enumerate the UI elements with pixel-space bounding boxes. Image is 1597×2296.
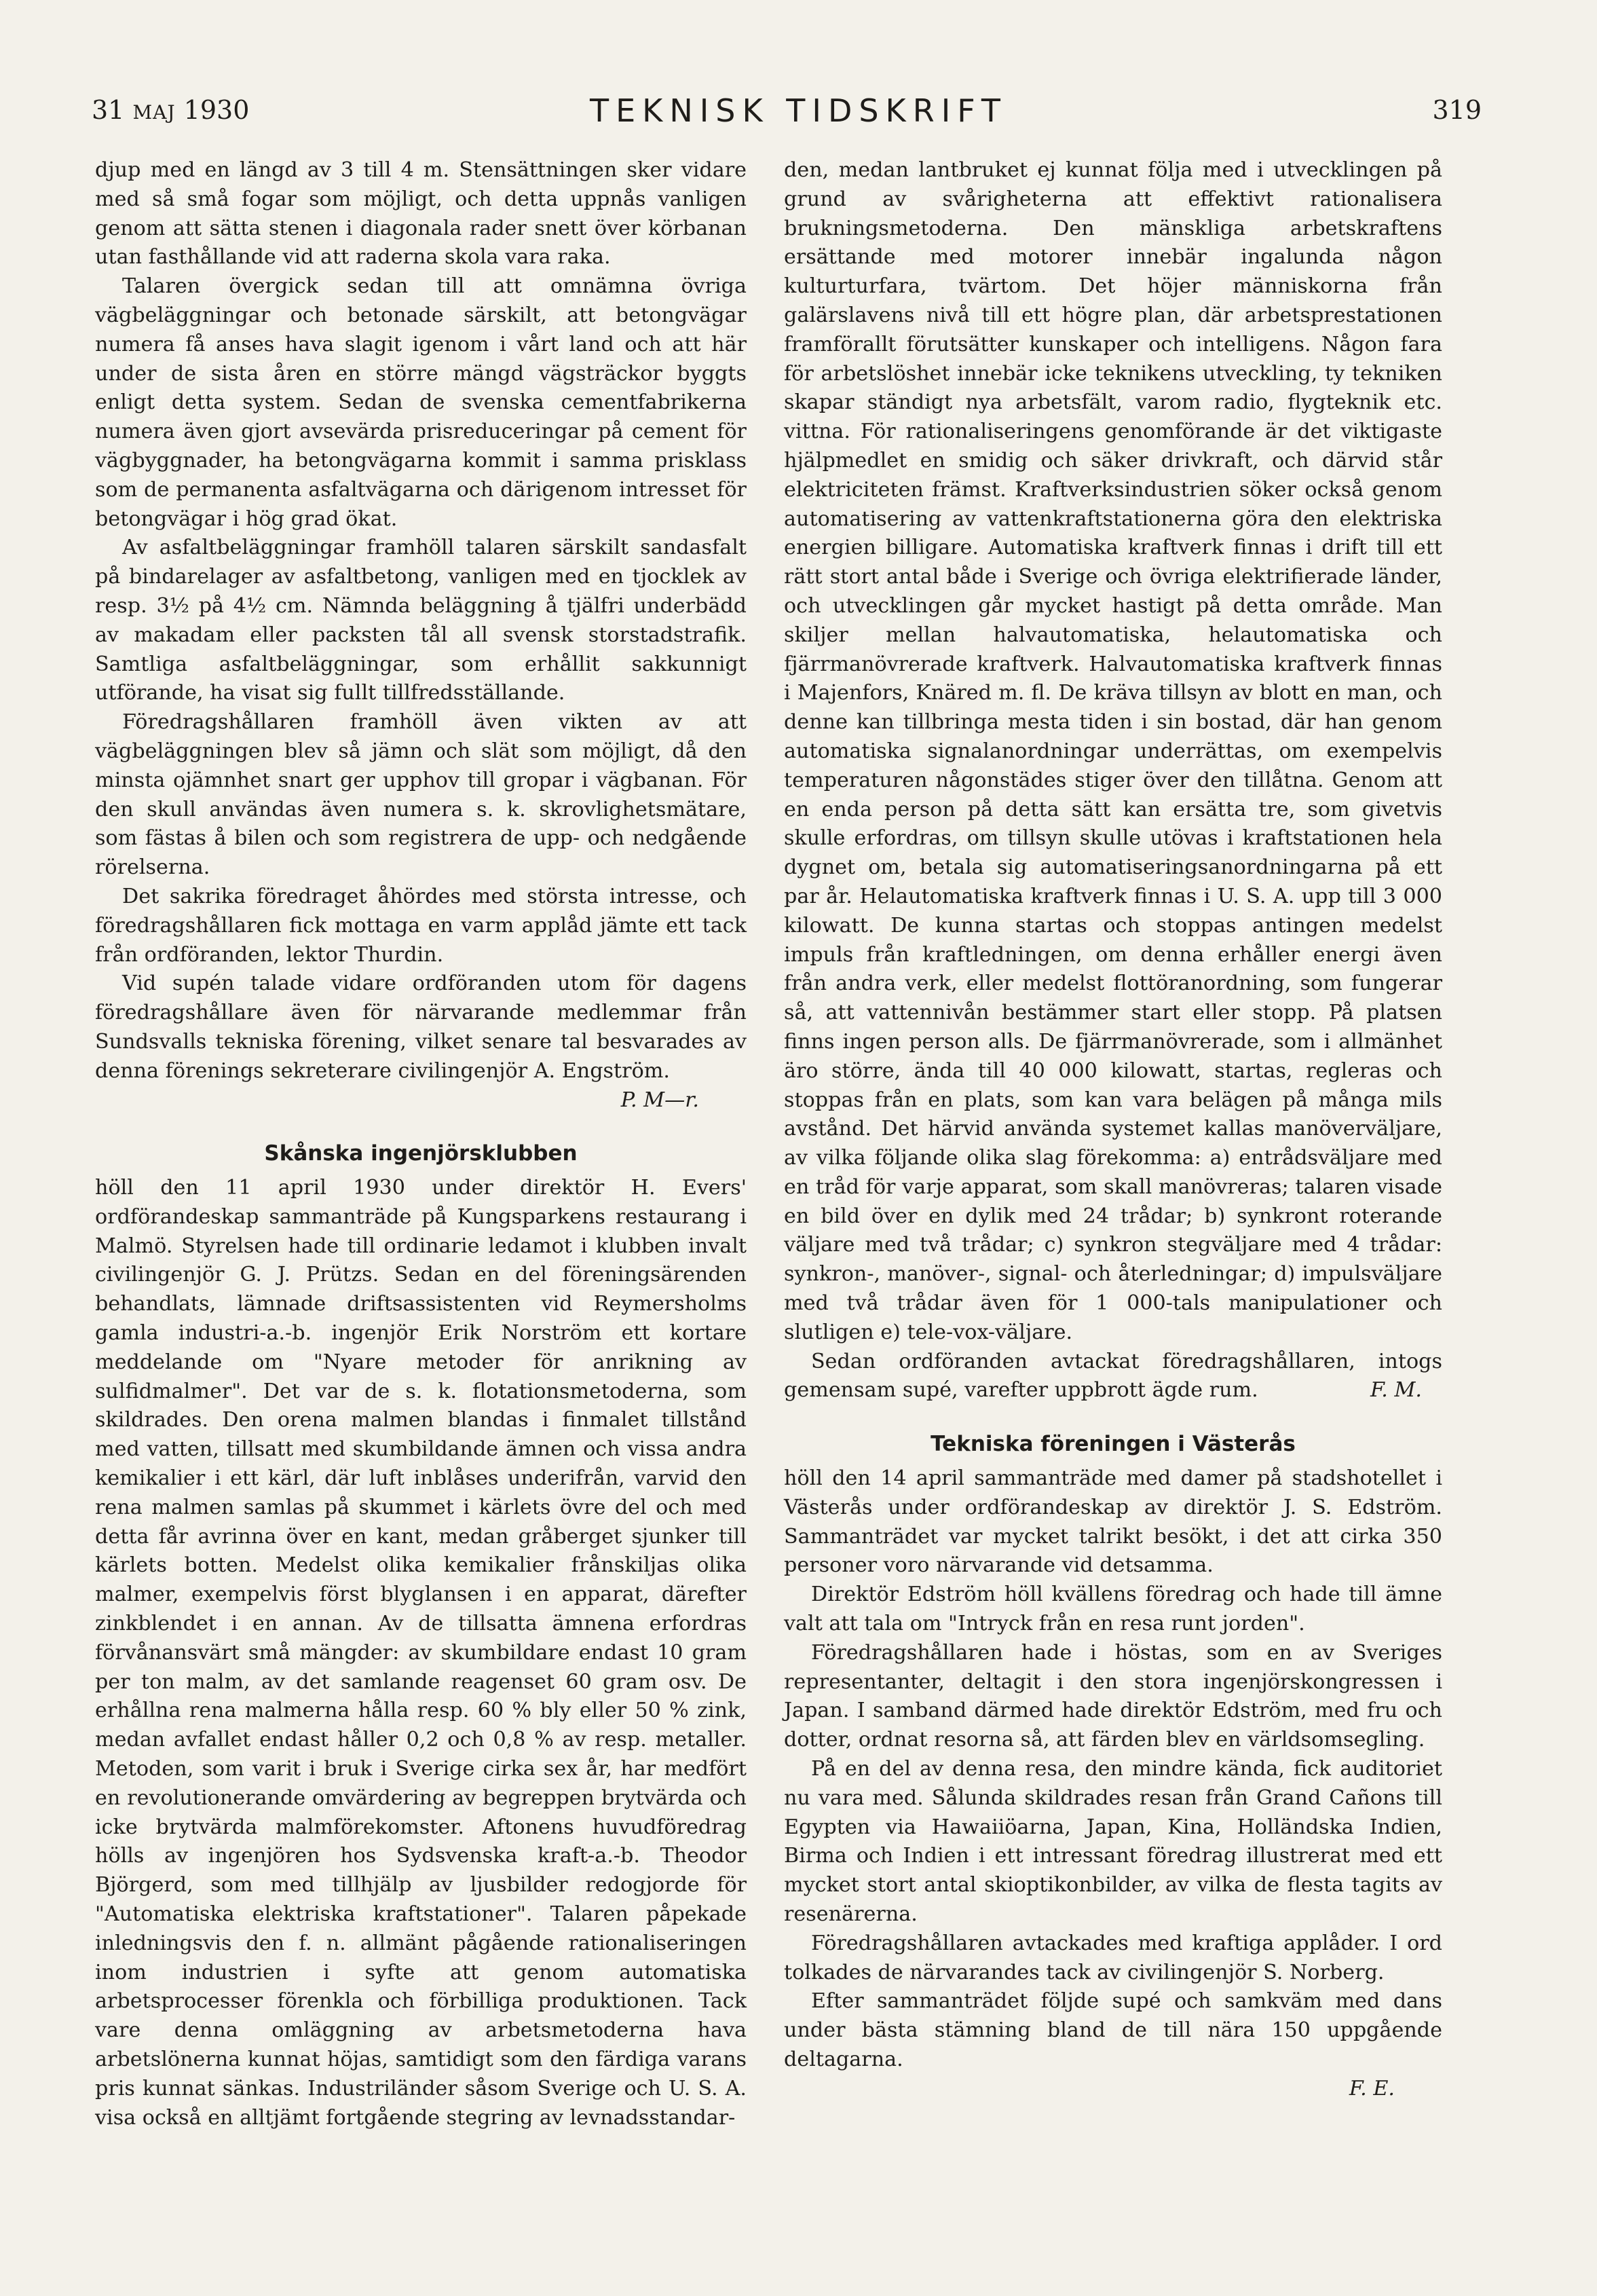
- date-month: MAJ: [132, 101, 176, 124]
- paragraph: Talaren övergick sedan till att omnämna övriga vägbeläggningar och betonade särskilt, att betongvägar numera få anses hava slagit igenom i vårt land och att här under de sista åren en större mängd vägsträckor byggts enligt detta system. Sedan de svenska cementfabrikerna numera även gjort avsevärda prisreduceringar på cement för vägbyggnader, ha betongvägarna kommit i samma prisklass som de permanenta asfaltvägarna och därigenom intresset för betongvägar i hög grad ökat.: [95, 274, 747, 531]
- page-number: 319: [1432, 95, 1482, 125]
- paragraph: Efter sammanträdet följde supé och samkväm med dans under bästa stämning bland de till nära 150 uppgående deltagarna.: [784, 1989, 1442, 2071]
- paragraph: Vid supén talade vidare ordföranden utom för dagens föredragshållare även för närvarande medlemmar från Sundsvalls tekniska förening, vilket senare tal besvarades av denna förenings sekreterare civilingenjör A. Engström.: [95, 971, 747, 1083]
- paragraph: djup med en längd av 3 till 4 m. Stensättningen sker vidare med så små fogar som möjligt, och detta uppnås vanligen genom att sätta stenen i diagonala rader snett över körbanan utan fasthållande vid att raderna skola vara raka.: [95, 158, 747, 270]
- right-column: [784, 156, 1442, 2104]
- paragraph: Direktör Edström höll kvällens föredrag och hade till ämne valt att tala om "Intryck från en resa runt jorden".: [784, 1582, 1442, 1636]
- paragraph: Det sakrika föredraget åhördes med största intresse, och föredragshållaren fick mottaga en varm applåd jämte ett tack från ordföranden, lektor Thurdin.: [95, 884, 747, 967]
- paragraph-text: Sedan ordföranden avtackat föredragshållaren, intogs gemensam supé, varefter uppbrott ägde rum.: [784, 1349, 1442, 1403]
- paragraph: höll den 11 april 1930 under direktör H. Evers' ordförandeskap sammanträde på Kungsparkens restaurang i Malmö. Styrelsen hade till ordinarie ledamot i klubben invalt civilingenjör G. J. Prützs. Sedan en del föreningsärenden behandlats, lämnade driftsassistenten vid Reymersholms gamla industri-a.-b. ingenjör Erik Norström ett kortare meddelande om "Nyare metoder för anrikning av sulfidmalmer". Det var de s. k. flotationsmetoderna, som skildrades. Den orena malmen blandas i finmalet tillstånd med vatten, tillsatt med skumbildande ämnen och vissa andra kemikalier i ett kärl, där luft inblåses underifrån, varvid den rena malmen samlas på skummet i kärlets övre del och med detta får avrinna över en kant, medan gråberget sjunker till kärlets botten. Medelst olika kemikalier frånskiljas olika malmer, exempelvis först blyglansen i en apparat, därefter zinkblendet i en annan. Av de tillsatta ämnena erfordras förvånansvärt små mängder: av skumbildare endast 10 gram per ton malm, av det samlande reagenset 60 gram osv. De erhållna rena malmerna hålla resp. 60 % bly eller 50 % zink, medan avfallet endast håller 0,2 och 0,8 % av resp. metaller. Metoden, som varit i bruk i Sverige cirka sex år, har medfört en revolutionerande omvärdering av begreppen brytvärda och icke brytvärda malmförekomster. Aftonens huvudföredrag hölls av ingenjören hos Sydsvenska kraft-a.-b. Theodor Björgerd, som med tillhjälp av ljusbilder redogjorde för "Automatiska elektriska kraftstationer". Talaren påpekade inledningsvis den f. n. allmänt pågående rationaliseringen inom industrien i syfte att genom automatiska arbetsprocesser förenkla och förbilliga produktionen. Tack vare denna omläggning av arbetsmetoderna hava arbetslönerna kunnat höjas, samtidigt som den färdiga varans pris kunnat sänkas. Industriländer såsom Sverige och U. S. A. visa också en alltjämt fortgående stegring av levnadsstandar-: [95, 1176, 747, 2130]
- date-day: 31: [92, 95, 125, 125]
- paragraph: Föredragshållaren hade i höstas, som en av Sveriges representanter, deltagit i den stora ingenjörskongressen i Japan. I samband därmed hade direktör Edström, med fru och dotter, ordnat resorna så, att färden blev en världsomsegling.: [784, 1640, 1442, 1752]
- signature: F. M.: [1370, 1378, 1422, 1403]
- paragraph: Av asfaltbeläggningar framhöll talaren särskilt sandasfalt på bindarelager av asfaltbetong, vanligen med en tjocklek av resp. 3½ på 4½ cm. Nämnda beläggning å tjälfri underbädd av makadam eller packsten tål all svensk storstadstrafik. Samtliga asfaltbeläggningar, som erhållit sakkunnigt utförande, ha visat sig fullt tillfredsställande.: [95, 536, 747, 705]
- page-header: [0, 88, 1597, 143]
- left-column: [95, 156, 747, 2132]
- paragraph: Föredragshållaren avtackades med kraftiga applåder. I ord tolkades de närvarandes tack av civilingenjör S. Norberg.: [784, 1931, 1442, 1984]
- paragraph: Föredragshållaren framhöll även vikten av att vägbeläggningen blev så jämn och slät som möjligt, då den minsta ojämnhet snart ger upphov till gropar i vägbanan. För den skull användas även numera s. k. skrovlighetsmätare, som fästas å bilen och som registrera de upp- och nedgående rörelserna.: [95, 710, 747, 880]
- date-year: 1930: [183, 95, 250, 125]
- paragraph: höll den 14 april sammanträde med damer på stadshotellet i Västerås under ordförandeskap av direktör J. S. Edström. Sammanträdet var mycket talrikt besökt, i det att cirka 350 personer voro närvarande vid detsamma.: [784, 1466, 1442, 1578]
- section-heading: Skånska ingenjörsklubben: [264, 1141, 578, 1166]
- signature: F. E.: [1349, 2076, 1395, 2100]
- paragraph: [784, 1348, 1442, 1406]
- section-heading: Tekniska föreningen i Västerås: [931, 1432, 1296, 1457]
- paragraph: På en del av denna resa, den mindre kända, fick auditoriet nu vara med. Sålunda skildrades resan från Grand Cañons till Egypten via Hawaiiöarna, Japan, Kina, Holländska Indien, Birma och Indien i ett intressant föredrag illustrerat med ett mycket stort antal skioptikonbilder, av vilka de flesta tagits av resenärerna.: [784, 1757, 1442, 1927]
- paragraph: den, medan lantbruket ej kunnat följa med i utvecklingen på grund av svårigheterna att effektivt rationalisera brukningsmetoderna. Den mänskliga arbetskraftens ersättande med motorer innebär ingalunda någon kulturturfara, tvärtom. Det höjer människorna från galärslavens nivå till ett högre plan, där arbetsprestationen framförallt förutsätter kunskaper och intelligens. Någon fara för arbetslöshet innebär icke teknikens utveckling, ty tekniken skapar ständigt nya arbetsfält, varom radio, flygteknik etc. vittna. För rationaliseringens genomförande är det viktigaste hjälpmedlet en smidig och säker drivkraft, och därvid står elektriciteten främst. Kraftverksindustrien söker också genom automatisering av vattenkraftstationerna göra den elektriska energien billigare. Automatiska kraftverk finnas i drift till ett rätt stort antal både i Sverige och övriga elektrifierade länder, och utvecklingen går mycket hastigt på detta område. Man skiljer mellan halvautomatiska, helautomatiska och fjärrmanövrerade kraftverk. Halvautomatiska kraftverk finnas i Majenfors, Knäred m. fl. De kräva tillsyn av blott en man, och denne kan tillbringa mesta tiden i sin bostad, där han genom automatiska signalanordningar underrättas, om exempelvis temperaturen någonstädes stiger över den tillåtna. Genom att en enda person på detta sätt kan ersätta tre, som givetvis skulle erfordras, om tillsyn skulle utövas i kraftstationen hela dygnet om, betala sig automatiseringsanordningarna på ett par år. Helautomatiska kraftverk finnas i U. S. A. upp till 3 000 kilowatt. De kunna startas och stoppas antingen medelst impuls från kraftledningen, om denna erhåller energi även från andra verk, eller medelst flottöranordning, som fungerar så, att vattennivån bestämmer start eller stopp. På platsen finns ingen person alls. De fjärrmanövrerade, som i allmänhet äro större, ända till 40 000 kilowatt, startas, regleras och stoppas från en plats, som kan vara belägen på många mils avstånd. Det härvid använda systemet kallas manöverväljare, av vilka följande olika slag förekomma: a) entrådsväljare med en tråd för varje apparat, som skall manövreras; talaren visade en bild över en dylik med 24 trådar; b) synkront roterande väljare med två trådar; c) synkron stegväljare med 4 trådar: synkron-, manöver-, signal- och återledningar; d) impulsväljare med två trådar även för 1 000-tals manipulationer och slutligen e) tele-vox-väljare.: [784, 158, 1442, 1344]
- journal-title: TEKNISK TIDSKRIFT: [589, 92, 1008, 129]
- signature: P. M—r.: [620, 1088, 699, 1112]
